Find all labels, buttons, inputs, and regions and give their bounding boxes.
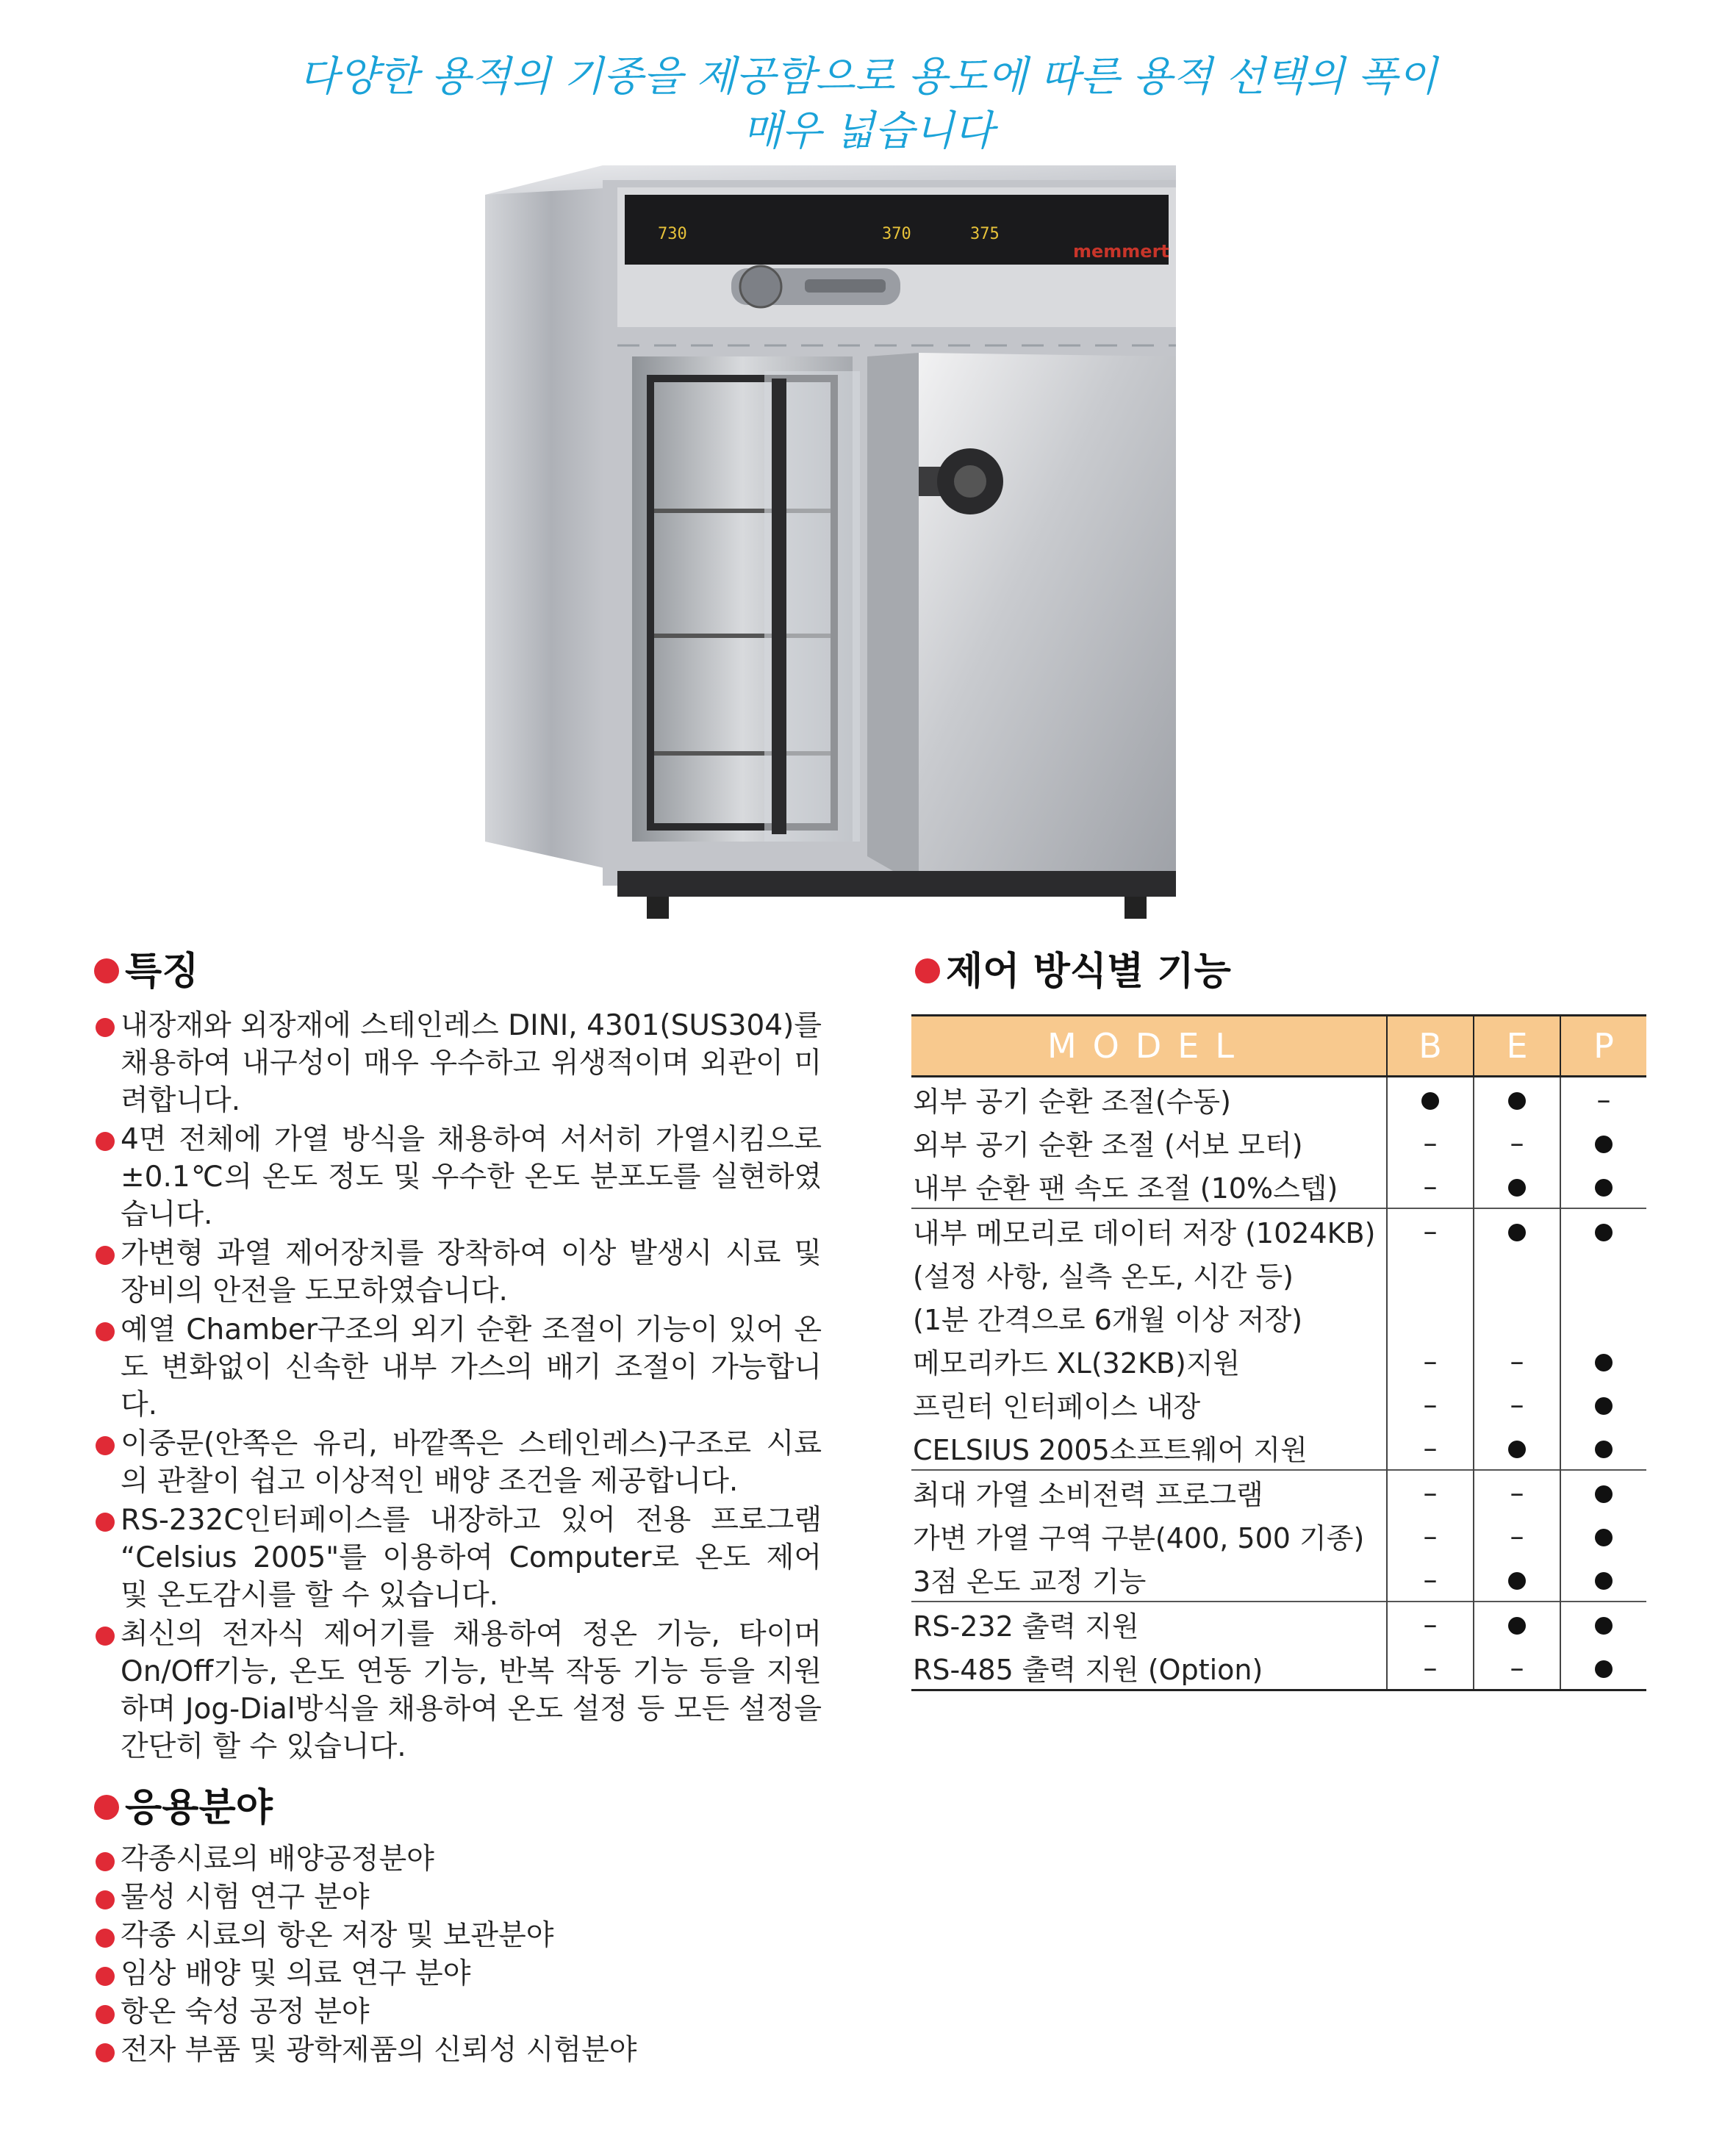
supported-p bbox=[1560, 1208, 1646, 1252]
header-model: MODEL bbox=[911, 1016, 1387, 1077]
supported-dot-icon bbox=[1595, 1572, 1613, 1590]
supported-dot-icon bbox=[1508, 1441, 1526, 1458]
supported-p bbox=[1560, 1646, 1646, 1690]
bullet-dot-icon bbox=[96, 1513, 115, 1532]
supported-dot-icon bbox=[1421, 1092, 1439, 1110]
feature-label: RS-485 출력 지원 (Option) bbox=[911, 1646, 1387, 1690]
supported-p bbox=[1560, 1164, 1646, 1208]
features-item bbox=[94, 1311, 822, 1424]
table-row bbox=[911, 1252, 1646, 1296]
applications-item bbox=[94, 1994, 829, 2031]
bullet-dot-icon bbox=[96, 2005, 115, 2024]
cell-e: – bbox=[1474, 1646, 1560, 1690]
feature-label: CELSIUS 2005소프트웨어 지원 bbox=[913, 1434, 1308, 1466]
supported-e bbox=[1474, 1164, 1560, 1208]
headline bbox=[0, 50, 1736, 159]
cell-p bbox=[1560, 1296, 1646, 1339]
features-item bbox=[94, 1425, 822, 1500]
applications-title: 응용분야 bbox=[94, 1786, 273, 1830]
table-row bbox=[911, 1121, 1646, 1164]
applications-item bbox=[94, 1918, 829, 1954]
applications-item-text: 전자 부품 및 광학제품의 신뢰성 시험분야 bbox=[121, 2034, 637, 2067]
supported-dot-icon bbox=[1508, 1617, 1526, 1635]
applications-item-text: 임상 배양 및 의료 연구 분야 bbox=[121, 1957, 471, 1990]
supported-dot-icon bbox=[1595, 1617, 1613, 1635]
cell-b: – bbox=[1387, 1164, 1474, 1208]
supported-dot-icon bbox=[1508, 1572, 1526, 1590]
cell-b bbox=[1387, 1252, 1474, 1296]
feature-label: (1분 간격으로 6개월 이상 저장) bbox=[913, 1304, 1303, 1336]
features-item bbox=[94, 1121, 822, 1233]
cell-b: – bbox=[1387, 1470, 1474, 1514]
cell-b bbox=[1387, 1296, 1474, 1339]
cell-b: – bbox=[1387, 1121, 1474, 1164]
cell-p: – bbox=[1560, 1077, 1646, 1122]
supported-dot-icon bbox=[1595, 1485, 1613, 1503]
cell-b: – bbox=[1387, 1426, 1474, 1470]
cell-b: – bbox=[1387, 1208, 1474, 1252]
feature-label: 메모리카드 XL(32KB)지원 bbox=[913, 1347, 1241, 1380]
bullet-dot-icon bbox=[915, 958, 940, 983]
bullet-dot-icon bbox=[96, 1852, 115, 1871]
bullet-dot-icon bbox=[96, 2043, 115, 2062]
bullet-dot-icon bbox=[96, 1322, 115, 1341]
feature-label: 외부 공기 순환 조절(수동) bbox=[911, 1077, 1387, 1122]
applications-item-text: 각종 시료의 항온 저장 및 보관분야 bbox=[121, 1919, 554, 1952]
features-title: 특징 bbox=[94, 950, 198, 994]
feature-label: 가변 가열 구역 구분(400, 500 기종) bbox=[913, 1522, 1365, 1554]
header-e: E bbox=[1474, 1016, 1560, 1077]
cell-e: – bbox=[1474, 1514, 1560, 1557]
cell-e: – bbox=[1474, 1339, 1560, 1382]
features-item-text: 4면 전체에 가열 방식을 채용하여 서서히 가열시킴으로 ±0.1℃의 온도 정도 및 우수한 온도 분포도를 실현하였습니다. bbox=[121, 1123, 822, 1231]
bullet-dot-icon bbox=[96, 1627, 115, 1646]
table-row bbox=[911, 1382, 1646, 1426]
cell-b: – bbox=[1387, 1557, 1474, 1602]
supported-dot-icon bbox=[1595, 1224, 1613, 1241]
applications-item bbox=[94, 1956, 829, 1993]
cell-e bbox=[1474, 1296, 1560, 1339]
supported-e bbox=[1474, 1602, 1560, 1646]
table-row bbox=[911, 1646, 1646, 1690]
cell-p bbox=[1560, 1252, 1646, 1296]
supported-b bbox=[1387, 1077, 1474, 1122]
supported-p bbox=[1560, 1602, 1646, 1646]
feature-label: RS-232 출력 지원 bbox=[911, 1602, 1387, 1646]
cell-b: – bbox=[1387, 1339, 1474, 1382]
features-item-text: 가변형 과열 제어장치를 장착하여 이상 발생시 시료 및 장비의 안전을 도모하였습니다. bbox=[121, 1237, 822, 1308]
control-dial[interactable] bbox=[740, 266, 781, 307]
supported-dot-icon bbox=[1595, 1179, 1613, 1197]
feature-label: 내부 메모리로 데이터 저장 (1024KB) bbox=[911, 1208, 1387, 1252]
headline-line-2: 매우 넓습니다 bbox=[742, 107, 994, 155]
features-item-text: 내장재와 외장재에 스테인레스 DINI, 4301(SUS304)를 채용하여 내구성이 매우 우수하고 위생적이며 외관이 미려합니다. bbox=[121, 1009, 822, 1117]
applications-item bbox=[94, 2032, 829, 2069]
header-p: P bbox=[1560, 1016, 1646, 1077]
features-item bbox=[94, 1502, 822, 1614]
bullet-dot-icon bbox=[94, 958, 119, 983]
supported-dot-icon bbox=[1595, 1136, 1613, 1153]
bullet-dot-icon bbox=[96, 1967, 115, 1986]
supported-e bbox=[1474, 1426, 1560, 1470]
applications-item bbox=[94, 1841, 829, 1878]
features-item bbox=[94, 1235, 822, 1310]
features-item bbox=[94, 1615, 822, 1765]
supported-p bbox=[1560, 1514, 1646, 1557]
supported-dot-icon bbox=[1595, 1354, 1613, 1371]
feature-label: 3점 온도 교정 기능 bbox=[913, 1566, 1147, 1598]
bullet-dot-icon bbox=[96, 1436, 115, 1455]
table-row bbox=[911, 1557, 1646, 1602]
supported-p bbox=[1560, 1426, 1646, 1470]
cell-e: – bbox=[1474, 1121, 1560, 1164]
cell-e: – bbox=[1474, 1382, 1560, 1426]
display-right: 375 bbox=[970, 225, 1000, 243]
bullet-dot-icon bbox=[96, 1018, 115, 1037]
cell-e: – bbox=[1474, 1470, 1560, 1514]
feature-label: 외부 공기 순환 조절 (서보 모터) bbox=[913, 1129, 1303, 1161]
applications-item-text: 항온 숙성 공정 분야 bbox=[121, 1995, 370, 2029]
display-mid: 370 bbox=[882, 225, 911, 243]
applications-list bbox=[94, 1841, 829, 2070]
cell-b: – bbox=[1387, 1646, 1474, 1690]
applications-item bbox=[94, 1879, 829, 1916]
bullet-dot-icon bbox=[96, 1132, 115, 1151]
supported-dot-icon bbox=[1508, 1179, 1526, 1197]
features-item-text: RS-232C인터페이스를 내장하고 있어 전용 프로그램 “Celsius 2005"를 이용하여 Computer로 온도 제어 및 온도감시를 할 수 있습니다. bbox=[121, 1504, 822, 1612]
table-row bbox=[911, 1470, 1646, 1514]
cell-b: – bbox=[1387, 1602, 1474, 1646]
features-list bbox=[94, 1007, 822, 1767]
bullet-dot-icon bbox=[96, 1246, 115, 1265]
table-row bbox=[911, 1426, 1646, 1470]
feature-label: (설정 사항, 실측 온도, 시간 등) bbox=[913, 1260, 1294, 1293]
table-row bbox=[911, 1339, 1646, 1382]
supported-e bbox=[1474, 1077, 1560, 1122]
table-row bbox=[911, 1208, 1646, 1252]
feature-label: 프린터 인터페이스 내장 bbox=[913, 1391, 1201, 1423]
display-left: 730 bbox=[658, 225, 687, 243]
brand-logo: memmert bbox=[1073, 241, 1169, 262]
supported-dot-icon bbox=[1508, 1092, 1526, 1110]
supported-e bbox=[1474, 1557, 1560, 1602]
bullet-dot-icon bbox=[96, 1929, 115, 1948]
header-b: B bbox=[1387, 1016, 1474, 1077]
supported-p bbox=[1560, 1557, 1646, 1602]
supported-dot-icon bbox=[1595, 1441, 1613, 1458]
cell-b: – bbox=[1387, 1382, 1474, 1426]
applications-item-text: 각종시료의 배양공정분야 bbox=[121, 1843, 434, 1876]
supported-dot-icon bbox=[1595, 1397, 1613, 1415]
table-row bbox=[911, 1077, 1646, 1122]
supported-dot-icon bbox=[1595, 1660, 1613, 1678]
features-item bbox=[94, 1007, 822, 1119]
table-row bbox=[911, 1296, 1646, 1339]
bullet-dot-icon bbox=[96, 1890, 115, 1909]
cell-b: – bbox=[1387, 1514, 1474, 1557]
feature-label: 내부 순환 팬 속도 조절 (10%스텝) bbox=[913, 1172, 1338, 1205]
supported-p bbox=[1560, 1121, 1646, 1164]
supported-dot-icon bbox=[1508, 1224, 1526, 1241]
control-function-table bbox=[911, 1014, 1646, 1691]
bullet-dot-icon bbox=[94, 1795, 119, 1820]
supported-p bbox=[1560, 1339, 1646, 1382]
incubator-illustration bbox=[470, 165, 1191, 930]
supported-p bbox=[1560, 1382, 1646, 1426]
feature-label: 최대 가열 소비전력 프로그램 bbox=[911, 1470, 1387, 1514]
features-item-text: 이중문(안쪽은 유리, 바깥쪽은 스테인레스)구조로 시료의 관찰이 쉽고 이상적인 배양 조건을 제공합니다. bbox=[121, 1427, 822, 1498]
table-row bbox=[911, 1602, 1646, 1646]
features-item-text: 최신의 전자식 제어기를 채용하여 정온 기능, 타이머 On/Off기능, 온도 연동 기능, 반복 작동 기능 등을 지원하며 Jog-Dial방식을 채용하여 온도 설정 등 모든 설정을 간단히 할 수 있습니다. bbox=[121, 1618, 822, 1763]
supported-dot-icon bbox=[1595, 1529, 1613, 1546]
cell-e bbox=[1474, 1252, 1560, 1296]
applications-item-text: 물성 시험 연구 분야 bbox=[121, 1881, 370, 1914]
control-title: 제어 방식별 기능 bbox=[915, 950, 1231, 994]
supported-p bbox=[1560, 1470, 1646, 1514]
table-row bbox=[911, 1164, 1646, 1208]
supported-e bbox=[1474, 1208, 1560, 1252]
table-row bbox=[911, 1514, 1646, 1557]
features-item-text: 예열 Chamber구조의 외기 순환 조절이 기능이 있어 온도 변화없이 신속한 내부 가스의 배기 조절이 가능합니다. bbox=[121, 1313, 822, 1421]
headline-line-1: 다양한 용적의 기종을 제공함으로 용도에 따른 용적 선택의 폭이 bbox=[298, 53, 1438, 101]
